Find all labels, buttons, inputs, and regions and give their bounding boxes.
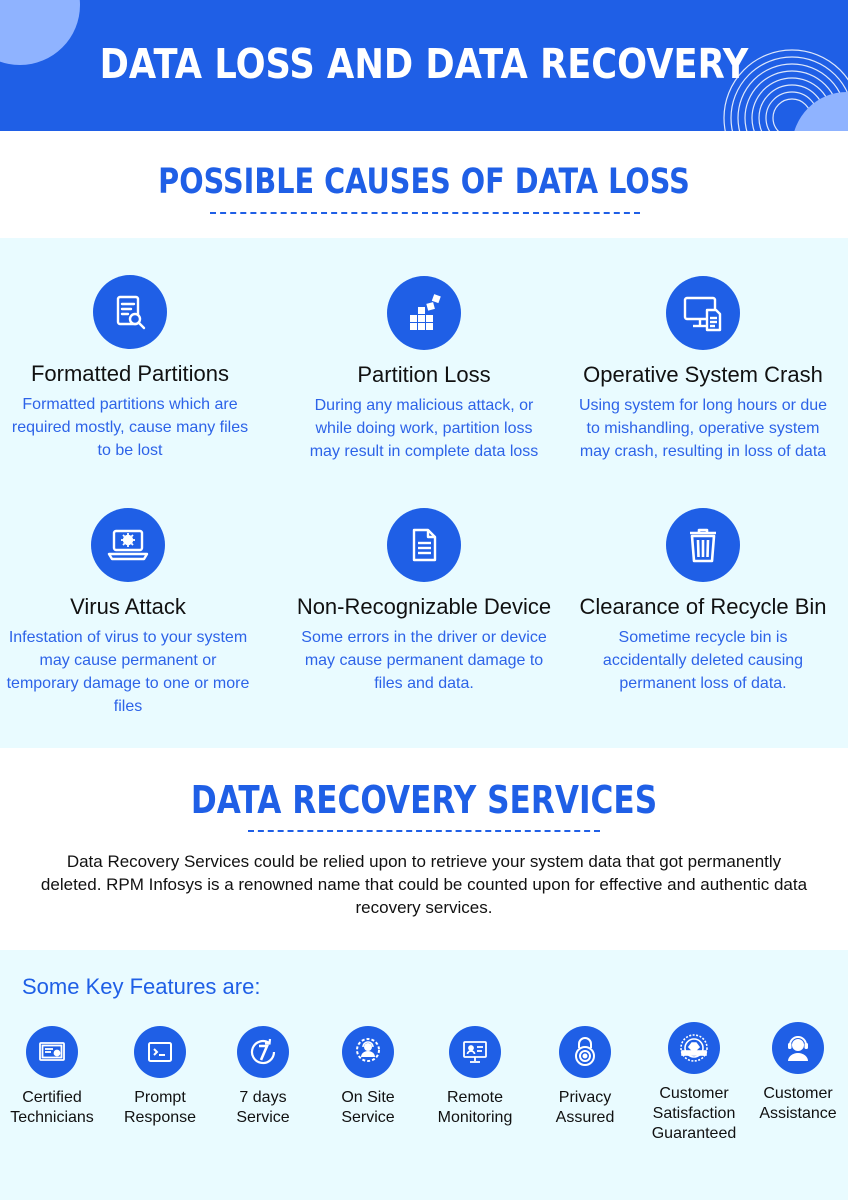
cause-os-crash — [563, 276, 843, 463]
feature-certified-technicians — [0, 1026, 107, 1128]
remote-monitor-icon — [449, 1026, 501, 1078]
feature-customer-assistance — [743, 1022, 848, 1124]
cause-description: Sometime recycle bin is accidentally deleted causing permanent loss of data. — [602, 629, 804, 692]
feature-label: Remote Monitoring — [437, 1089, 513, 1126]
feature-7-days-service — [208, 1026, 318, 1128]
cause-title: Operative System Crash — [583, 362, 823, 387]
cause-virus-attack — [0, 508, 268, 718]
divider — [248, 830, 600, 832]
page-title: DATA LOSS AND DATA RECOVERY — [99, 40, 749, 88]
feature-label: On Site Service — [341, 1089, 395, 1126]
features-heading: Some Key Features are: — [22, 974, 261, 999]
cause-title: Clearance of Recycle Bin — [579, 594, 827, 619]
cause-description: During any malicious attack, or while doing work, partition loss may result in complete data loss — [309, 397, 539, 460]
monitor-document-icon — [666, 276, 740, 350]
cause-formatted-partitions — [0, 275, 270, 462]
padlock-icon — [559, 1026, 611, 1078]
cause-description: Infestation of virus to your system may cause permanent or temporary damage to one or more files — [6, 629, 250, 715]
cause-non-recognizable-device — [284, 508, 564, 695]
cause-partition-loss — [284, 276, 564, 463]
onsite-support-icon — [342, 1026, 394, 1078]
cause-title: Formatted Partitions — [30, 361, 230, 386]
cause-description: Formatted partitions which are required mostly, cause many files to be lost — [11, 396, 249, 459]
recovery-description: Data Recovery Services could be relied upon to retrieve your system data that got permanently deleted. RPM Infosys is a renowned name that could be counted upon for effective and authentic data recovery services. — [40, 852, 808, 917]
headset-agent-icon — [772, 1022, 824, 1074]
cause-description: Using system for long hours or due to mishandling, operative system may crash, resulting in loss of data — [578, 397, 828, 460]
feature-customer-satisfaction — [639, 1022, 749, 1144]
trash-bin-icon — [666, 508, 740, 582]
document-search-icon — [93, 275, 167, 349]
cause-description: Some errors in the driver or device may cause permanent damage to files and data. — [301, 629, 547, 692]
feature-on-site-service — [313, 1026, 423, 1128]
feature-label: 7 days Service — [236, 1089, 290, 1126]
cause-title: Virus Attack — [70, 594, 186, 619]
feature-label: Certified Technicians — [10, 1089, 94, 1126]
cause-title: Partition Loss — [357, 362, 491, 387]
feature-label: Customer Satisfaction Guaranteed — [651, 1085, 737, 1142]
causes-heading: POSSIBLE CAUSES OF DATA LOSS — [158, 162, 690, 202]
feature-label: Prompt Response — [123, 1089, 197, 1126]
seven-days-icon — [237, 1026, 289, 1078]
header-banner — [0, 0, 848, 131]
laptop-virus-icon — [91, 508, 165, 582]
cause-title: Non-Recognizable Device — [296, 594, 552, 619]
certificate-icon — [26, 1026, 78, 1078]
feature-label: Privacy Assured — [555, 1089, 615, 1126]
cause-recycle-bin — [563, 508, 843, 695]
feature-label: Customer Assistance — [759, 1085, 837, 1122]
terminal-icon — [134, 1026, 186, 1078]
divider — [210, 212, 640, 214]
feature-privacy-assured — [530, 1026, 640, 1128]
file-icon — [387, 508, 461, 582]
recovery-heading: DATA RECOVERY SERVICES — [190, 778, 658, 822]
satisfaction-badge-icon — [668, 1022, 720, 1074]
partition-blocks-icon — [387, 276, 461, 350]
feature-remote-monitoring — [420, 1026, 530, 1128]
feature-prompt-response — [105, 1026, 215, 1128]
